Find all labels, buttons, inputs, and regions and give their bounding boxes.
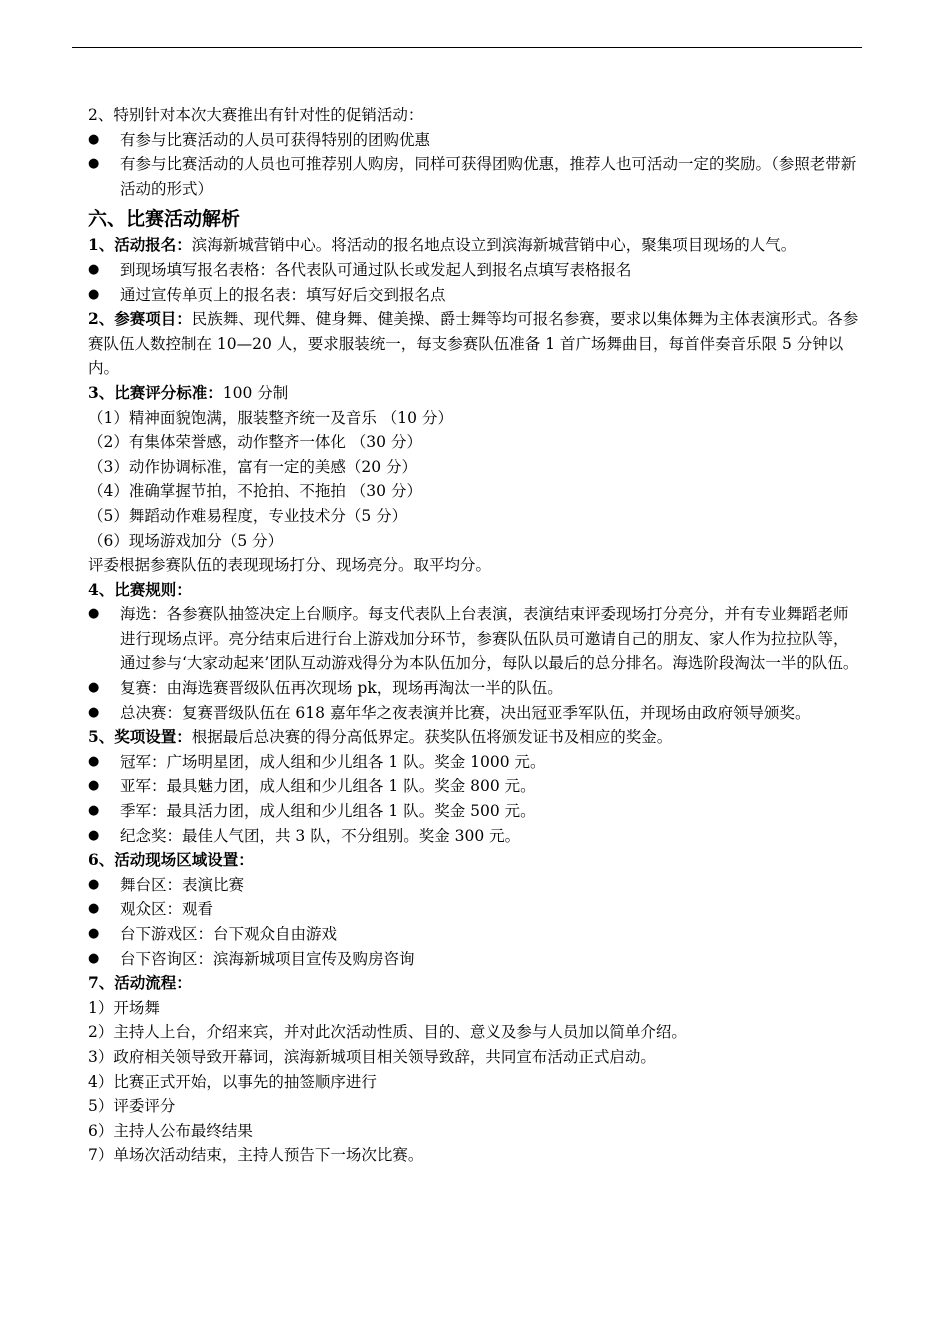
scoring-item: （1）精神面貌饱满，服装整齐统一及音乐 （10 分）	[88, 408, 453, 427]
bullet-icon: ●	[88, 704, 100, 720]
bullet-icon: ●	[88, 286, 100, 302]
bullet-icon: ●	[88, 926, 100, 941]
document-body	[88, 103, 863, 1168]
promo-bullet: ● 有参与比赛活动的人员也可推荐别人购房，同样可获得团购优惠，推荐人也可活动一定的奖励。（参照老带新活动的形式）	[88, 152, 863, 201]
bullet-icon: ●	[88, 131, 100, 147]
bullet-icon: ●	[88, 876, 100, 892]
flow-item: 1）开场舞	[88, 998, 160, 1017]
bullet-icon: ●	[88, 156, 100, 172]
scoring-item: （2）有集体荣誉感，动作整齐一体化 （30 分）	[88, 433, 422, 452]
zone-bullet: ● 舞台区：表演比赛	[88, 873, 863, 898]
bullet-icon: ●	[88, 827, 100, 843]
flow-item: 5）评委评分	[88, 1097, 176, 1116]
section-heading: 六、比赛活动解析	[88, 208, 241, 231]
flow-item: 6）主持人公布最终结果	[88, 1121, 253, 1140]
flow-title: 7、活动流程：	[88, 973, 192, 993]
zone-bullet: ● 台下咨询区：滨海新城项目宣传及购房咨询	[88, 947, 863, 972]
award-bullet: ● 纪念奖：最佳人气团，共 3 队，不分组别。奖金 300 元。	[88, 824, 863, 849]
bullet-icon: ●	[88, 950, 100, 966]
header-rule	[72, 47, 862, 48]
scoring-item: （6）现场游戏加分（5 分）	[88, 531, 284, 550]
flow-item: 2）主持人上台，介绍来宾，并对此次活动性质、目的、意义及参与人员加以简单介绍。	[88, 1023, 687, 1042]
bullet-icon: ●	[88, 606, 100, 622]
bullet-icon: ●	[88, 803, 100, 819]
zones-title: 6、活动现场区域设置：	[88, 850, 254, 870]
signup-paragraph: 1、活动报名：滨海新城营销中心。将活动的报名地点设立到滨海新城营销中心，聚集项目现场的人气。	[88, 235, 797, 255]
rules-title: 4、比赛规则：	[88, 579, 192, 599]
award-bullet: ● 冠军：广场明星团，成人组和少儿组各 1 队。奖金 1000 元。	[88, 750, 863, 775]
promo-bullet: ● 有参与比赛活动的人员可获得特别的团购优惠	[88, 128, 863, 153]
signup-bullet: ● 到现场填写报名表格：各代表队可通过队长或发起人到报名点填写表格报名	[88, 258, 863, 283]
flow-item: 4）比赛正式开始，以事先的抽签顺序进行	[88, 1072, 377, 1091]
bullet-icon: ●	[88, 753, 100, 769]
zone-bullet: ● 台下游戏区：台下观众自由游戏	[88, 922, 863, 947]
award-bullet: ● 季军：最具活力团，成人组和少儿组各 1 队。奖金 500 元。	[88, 799, 863, 824]
rules-bullet: ● 复赛：由海选赛晋级队伍再次现场 pk，现场再淘汰一半的队伍。	[88, 676, 863, 701]
scoring-item: （4）准确掌握节拍，不抢拍、不拖拍 （30 分）	[88, 482, 422, 501]
zone-bullet: ● 观众区：观看	[88, 897, 863, 922]
flow-item: 7）单场次活动结束，主持人预告下一场次比赛。	[88, 1146, 424, 1165]
rules-bullet: ● 总决赛：复赛晋级队伍在 618 嘉年华之夜表演并比赛，决出冠亚季军队伍，并现场由政府领导颁奖。	[88, 701, 863, 726]
awards-title: 5、奖项设置：根据最后总决赛的得分高低界定。获奖队伍将颁发证书及相应的奖金。	[88, 727, 673, 747]
scoring-note: 评委根据参赛队伍的表现现场打分、现场亮分。取平均分。	[88, 556, 492, 575]
bullet-icon: ●	[88, 901, 100, 917]
scoring-title: 3、比赛评分标准：100 分制	[88, 382, 289, 402]
signup-bullet: ● 通过宣传单页上的报名表：填写好后交到报名点	[88, 283, 863, 308]
events-paragraph: 2、参赛项目：民族舞、现代舞、健身舞、健美操、爵士舞等均可报名参赛，要求以集体舞为主体表演形式。各参赛队伍人数控制在 10—20 人，要求服装统一，每支参赛队伍准备 1 首广场舞曲目，每首伴奏音乐限 5 分钟以内。	[88, 309, 859, 378]
bullet-icon: ●	[88, 680, 100, 696]
scoring-item: （5）舞蹈动作难易程度，专业技术分（5 分）	[88, 506, 408, 525]
promo-title: 2、特别针对本次大赛推出有针对性的促销活动：	[88, 106, 424, 124]
bullet-icon: ●	[88, 261, 100, 277]
scoring-item: （3）动作协调标准，富有一定的美感（20 分）	[88, 457, 418, 476]
flow-item: 3）政府相关领导致开幕词，滨海新城项目相关领导致辞，共同宣布活动正式启动。	[88, 1047, 656, 1066]
award-bullet: ● 亚军：最具魅力团，成人组和少儿组各 1 队。奖金 800 元。	[88, 774, 863, 799]
bullet-icon: ●	[88, 778, 100, 794]
rules-bullet: ● 海选：各参赛队抽签决定上台顺序。每支代表队上台表演，表演结束评委现场打分亮分，并有专业舞蹈老师进行现场点评。亮分结束后进行台上游戏加分环节，参赛队伍队员可邀请自己的朋友、家人作为拉拉队等，通过参与‘大家动起来’团队互动游戏得分为本队伍加分，每队以最后的总分排名。海选阶段淘汰一半的队伍。	[88, 602, 863, 676]
